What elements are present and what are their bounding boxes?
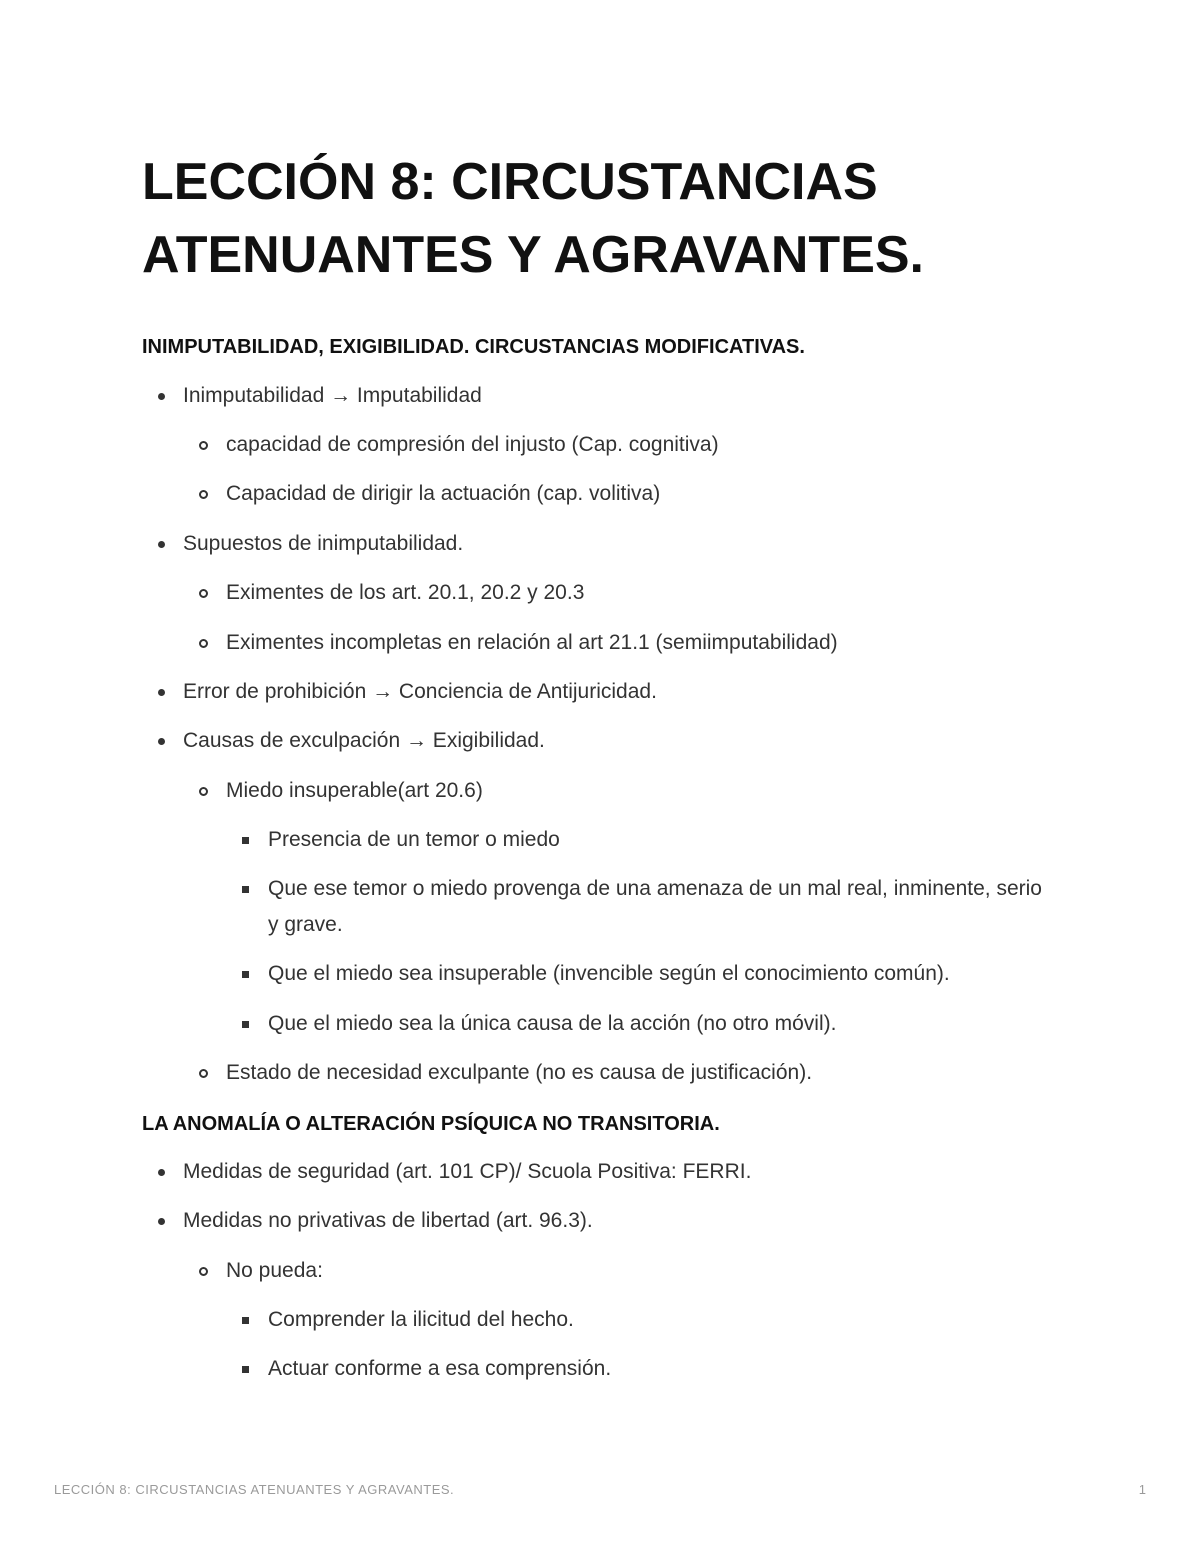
list-item-text: Capacidad de dirigir la actuación (cap. volitiva) bbox=[226, 482, 661, 505]
list-item bbox=[226, 625, 838, 661]
list-item-text: Que el miedo sea la única causa de la acción (no otro móvil). bbox=[268, 1012, 837, 1035]
list-item-text: Inimputabilidad → Imputabilidad bbox=[183, 384, 482, 407]
list-item-text: Que ese temor o miedo provenga de una amenaza de un mal real, inminente, serio y grave. bbox=[268, 877, 1042, 936]
list-item bbox=[268, 1006, 836, 1042]
list-item bbox=[268, 956, 950, 992]
bullet-disc-icon bbox=[158, 541, 165, 548]
bullet-square-icon bbox=[242, 1366, 249, 1373]
section-heading-inimputabilidad: INIMPUTABILIDAD, EXIGIBILIDAD. CIRCUSTANCIAS MODIFICATIVAS. bbox=[142, 336, 805, 358]
page-title: LECCIÓN 8: CIRCUSTANCIAS ATENUANTES Y AGRAVANTES. bbox=[142, 153, 925, 284]
bullet-square-icon bbox=[242, 886, 249, 893]
list-item bbox=[183, 1203, 593, 1239]
list-item-text: Estado de necesidad exculpante (no es causa de justificación). bbox=[226, 1061, 813, 1084]
bullet-disc-icon bbox=[158, 689, 165, 696]
list-item bbox=[226, 1055, 812, 1091]
list-item-text: Que el miedo sea insuperable (invencible según el conocimiento común). bbox=[268, 962, 950, 985]
bullet-circle-icon bbox=[199, 1069, 208, 1078]
list-item bbox=[226, 476, 660, 512]
bullet-circle-icon bbox=[199, 441, 208, 450]
list-item-text: No pueda: bbox=[226, 1259, 323, 1282]
bullet-square-icon bbox=[242, 837, 249, 844]
list-item-text: Causas de exculpación → Exigibilidad. bbox=[183, 729, 545, 752]
list-item bbox=[183, 674, 657, 710]
bullet-disc-icon bbox=[158, 738, 165, 745]
list-item bbox=[268, 1302, 574, 1338]
bullet-square-icon bbox=[242, 1021, 249, 1028]
list-item bbox=[183, 526, 463, 562]
list-item-text: Actuar conforme a esa comprensión. bbox=[268, 1357, 612, 1380]
section-heading-anomalia: LA ANOMALÍA O ALTERACIÓN PSÍQUICA NO TRANSITORIA. bbox=[142, 1113, 720, 1135]
list-item bbox=[268, 871, 1048, 943]
list-item-text: Medidas no privativas de libertad (art. 96.3). bbox=[183, 1209, 593, 1232]
footer-title: LECCIÓN 8: CIRCUSTANCIAS ATENUANTES Y AGRAVANTES. bbox=[54, 1482, 455, 1497]
list-item bbox=[183, 378, 482, 414]
list-item bbox=[226, 773, 483, 809]
bullet-circle-icon bbox=[199, 787, 208, 796]
list-item bbox=[268, 1351, 611, 1387]
bullet-circle-icon bbox=[199, 589, 208, 598]
list-item-text: capacidad de compresión del injusto (Cap. cognitiva) bbox=[226, 433, 719, 456]
list-item-text: Eximentes de los art. 20.1, 20.2 y 20.3 bbox=[226, 581, 585, 604]
list-item bbox=[183, 723, 545, 759]
list-item bbox=[183, 1154, 751, 1190]
list-item bbox=[268, 822, 560, 858]
bullet-circle-icon bbox=[199, 1267, 208, 1276]
list-item-text: Presencia de un temor o miedo bbox=[268, 828, 560, 851]
list-item-text: Comprender la ilicitud del hecho. bbox=[268, 1308, 574, 1331]
list-item bbox=[226, 427, 719, 463]
bullet-disc-icon bbox=[158, 1169, 165, 1176]
list-item-text: Supuestos de inimputabilidad. bbox=[183, 532, 464, 555]
bullet-circle-icon bbox=[199, 639, 208, 648]
list-item-text: Eximentes incompletas en relación al art 21.1 (semiimputabilidad) bbox=[226, 631, 838, 654]
list-item bbox=[226, 1253, 323, 1289]
bullet-square-icon bbox=[242, 1317, 249, 1324]
list-item-text: Error de prohibición → Conciencia de Antijuricidad. bbox=[183, 680, 657, 703]
bullet-disc-icon bbox=[158, 1218, 165, 1225]
list-item-text: Miedo insuperable(art 20.6) bbox=[226, 779, 483, 802]
list-item-text: Medidas de seguridad (art. 101 CP)/ Scuola Positiva: FERRI. bbox=[183, 1160, 752, 1183]
bullet-square-icon bbox=[242, 971, 249, 978]
bullet-circle-icon bbox=[199, 490, 208, 499]
page-number: 1 bbox=[1138, 1482, 1146, 1497]
list-item bbox=[226, 575, 584, 611]
bullet-disc-icon bbox=[158, 393, 165, 400]
